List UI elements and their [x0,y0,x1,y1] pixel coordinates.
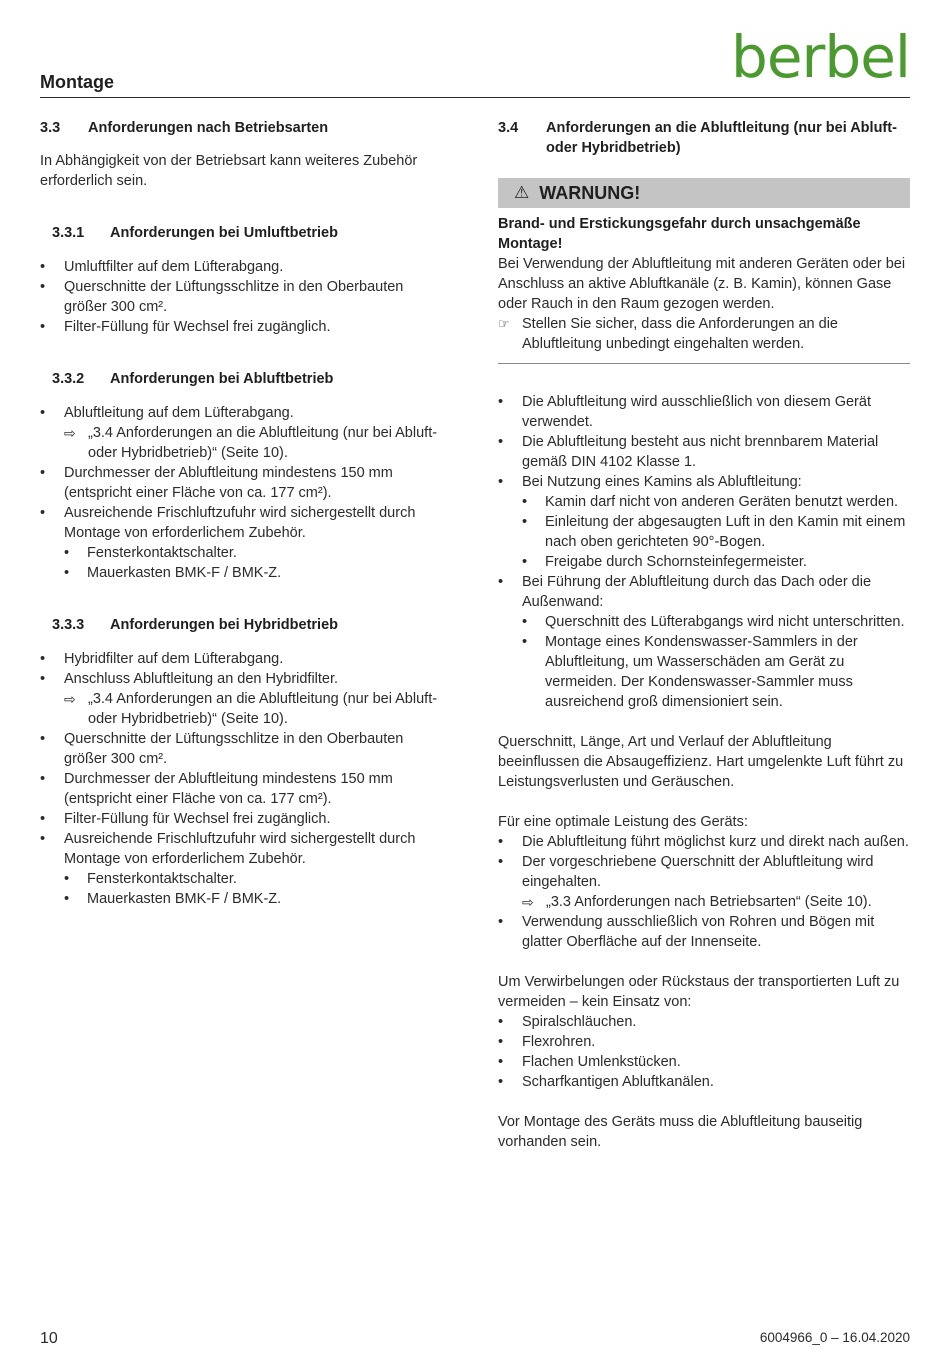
warning-text: Bei Verwendung der Abluftleitung mit anderen Geräten oder bei Anschluss an aktive Abluftkanäle (z. B. Kamin), können Gase oder Rauch in den Raum gezogen werden. [498,256,906,312]
list-item: • Umluftfilter auf dem Lüfterabgang. [40,257,450,277]
warning-banner [498,178,910,208]
section-title: Anforderungen nach Betriebsarten [88,120,329,136]
list-item: • Bei Nutzung eines Kamins als Abluftleitung: [498,472,910,492]
list-item: • Abluftleitung auf dem Lüfterabgang. [40,403,450,423]
cross-reference-text: „3.4 Anforderungen an die Abluftleitung (nur bei Abluft- oder Hybridbetrieb)“ (Seite 10). [88,425,438,461]
abluft-requirements-list [40,403,450,583]
cross-reference[interactable] [40,423,450,463]
left-column [40,118,450,909]
page-number: 10 [40,1330,58,1347]
sub-list-item: • Einleitung der abgesaugten Luft in den Kamin mit einem nach oben gerichteten 90°-Bogen. [498,512,910,552]
warning-box [498,214,910,364]
list-item: • Der vorgeschriebene Querschnitt der Abluftleitung wird eingehalten. [498,852,910,892]
section-number: 3.3.2 [52,371,85,387]
section-title: Anforderungen bei Umluftbetrieb [110,225,338,241]
umluft-requirements-list [40,257,450,337]
warning-action [498,314,910,354]
reference-arrow-icon: ⇨ [64,691,76,707]
brand-logo: berbel [731,23,910,91]
reference-arrow-icon: ⇨ [64,425,76,441]
section-3-3-heading [40,118,450,138]
paragraph: Für eine optimale Leistung des Geräts: [498,814,748,830]
list-item: • Filter-Füllung für Wechsel frei zugänglich. [40,809,450,829]
list-item: • Verwendung ausschließlich von Rohren und Bögen mit glatter Oberfläche auf der Innenseite. [498,912,910,952]
list-item: • Spiralschläuchen. [498,1012,910,1032]
list-item: • Flexrohren. [498,1032,910,1052]
list-item: • Scharfkantigen Abluftkanälen. [498,1072,910,1092]
document-id: 6004966_0 – 16.04.2020 [759,1330,910,1345]
list-item: • Filter-Füllung für Wechsel frei zugänglich. [40,317,450,337]
section-3-3-3-heading [40,615,450,635]
warning-divider [498,363,910,364]
warning-action-text: Stellen Sie sicher, dass die Anforderungen an die Abluftleitung unbedingt eingehalten werden. [522,316,838,352]
reference-arrow-icon: ⇨ [522,894,534,910]
sub-list-item: • Fensterkontaktschalter. [40,543,450,563]
paragraph: Querschnitt, Länge, Art und Verlauf der Abluftleitung beeinflussen die Absaugeffizienz. Hart umgelenkte Luft führt zu Leistungsverlusten und Geräuschen. [498,734,904,790]
cross-reference[interactable] [40,689,450,729]
sub-list-item: • Montage eines Kondenswasser-Sammlers in der Abluftleitung, um Wasserschäden am Gerät zu vermeiden. Der Kondenswasser-Sammler muss ausreichend groß dimensioniert sein. [498,632,910,712]
list-item: • Querschnitte der Lüftungsschlitze in den Oberbauten größer 300 cm². [40,277,450,317]
sub-list-item: • Querschnitt des Lüfterabgangs wird nicht unterschritten. [498,612,910,632]
pointing-hand-icon: ☞ [498,316,510,331]
section-3-4-heading [498,118,910,158]
list-item: • Die Abluftleitung besteht aus nicht brennbarem Material gemäß DIN 4102 Klasse 1. [498,432,910,472]
cross-reference-text: „3.4 Anforderungen an die Abluftleitung (nur bei Abluft- oder Hybridbetrieb)“ (Seite 10). [88,691,438,727]
paragraph: Um Verwirbelungen oder Rückstaus der transportierten Luft zu vermeiden – kein Einsatz von: [498,974,900,1010]
warning-triangle-icon: ⚠ [514,183,530,202]
cross-reference[interactable] [498,892,910,912]
cross-reference-text: „3.3 Anforderungen nach Betriebsarten“ (Seite 10). [546,894,872,910]
section-title: Anforderungen an die Abluftleitung (nur bei Abluft- oder Hybridbetrieb) [546,120,897,156]
section-number: 3.3.1 [52,225,85,241]
sub-list-item: • Mauerkasten BMK-F / BMK-Z. [40,563,450,583]
sub-list-item: • Mauerkasten BMK-F / BMK-Z. [40,889,450,909]
section-title: Anforderungen bei Abluftbetrieb [110,371,334,387]
section-3-3-1-heading [40,223,450,243]
section-3-3-2-heading [40,369,450,389]
list-item: • Bei Führung der Abluftleitung durch das Dach oder die Außenwand: [498,572,910,612]
section-number: 3.4 [498,120,519,136]
section-3-3-intro: In Abhängigkeit von der Betriebsart kann weiteres Zubehör erforderlich sein. [40,153,418,189]
header-divider [40,97,910,98]
abluftleitung-requirements-list [498,392,910,712]
list-item: • Die Abluftleitung wird ausschließlich von diesem Gerät verwendet. [498,392,910,432]
section-number: 3.3 [40,120,61,136]
list-item: • Ausreichende Frischluftzufuhr wird sichergestellt durch Montage von erforderlichem Zubehör. [40,503,450,543]
list-item: • Durchmesser der Abluftleitung mindestens 150 mm (entspricht einer Fläche von ca. 177 cm²). [40,769,450,809]
warning-title: Brand- und Erstickungsgefahr durch unsachgemäße Montage! [498,216,861,252]
right-column [498,118,910,1152]
sub-list-item: • Kamin darf nicht von anderen Geräten benutzt werden. [498,492,910,512]
sub-list-item: • Fensterkontaktschalter. [40,869,450,889]
hybrid-requirements-list [40,649,450,909]
optimal-performance-list [498,832,910,952]
section-title: Anforderungen bei Hybridbetrieb [110,617,338,633]
list-item: • Hybridfilter auf dem Lüfterabgang. [40,649,450,669]
paragraph: Vor Montage des Geräts muss die Abluftleitung bauseitig vorhanden sein. [498,1114,863,1150]
not-allowed-list [498,1012,910,1092]
list-item: • Durchmesser der Abluftleitung mindestens 150 mm (entspricht einer Fläche von ca. 177 cm²). [40,463,450,503]
page-section-title: Montage [40,72,114,92]
list-item: • Ausreichende Frischluftzufuhr wird sichergestellt durch Montage von erforderlichem Zubehör. [40,829,450,869]
list-item: • Die Abluftleitung führt möglichst kurz und direkt nach außen. [498,832,910,852]
sub-list-item: • Freigabe durch Schornsteinfegermeister. [498,552,910,572]
list-item: • Anschluss Abluftleitung an den Hybridfilter. [40,669,450,689]
section-number: 3.3.3 [52,617,85,633]
warning-label: WARNUNG! [539,183,641,203]
list-item: • Flachen Umlenkstücken. [498,1052,910,1072]
list-item: • Querschnitte der Lüftungsschlitze in den Oberbauten größer 300 cm². [40,729,450,769]
